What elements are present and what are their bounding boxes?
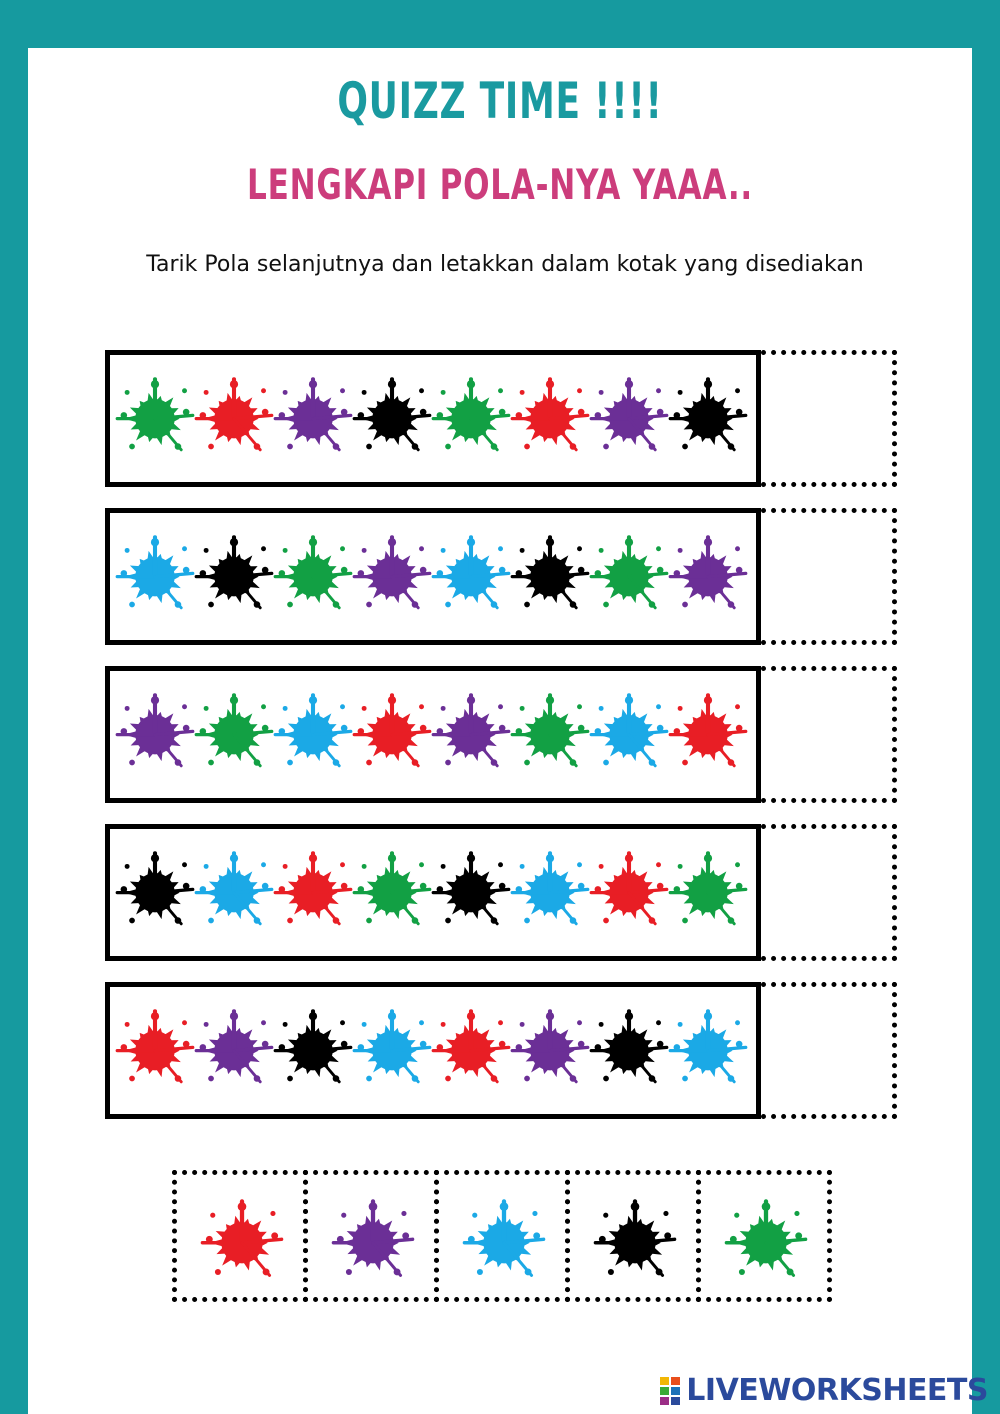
red-paint-splat-icon <box>193 376 275 458</box>
blue-paint-splat-icon <box>588 692 670 774</box>
black-paint-splat-icon <box>592 1198 678 1284</box>
purple-paint-splat-icon <box>272 376 354 458</box>
blue-paint-splat-icon <box>667 1008 749 1090</box>
purple-paint-splat-icon <box>588 376 670 458</box>
option-black-splat[interactable] <box>565 1170 701 1302</box>
green-paint-splat-icon <box>509 692 591 774</box>
black-paint-splat-icon <box>114 850 196 932</box>
page-subtitle: LENGKAPI POLA-NYA YAAA.. <box>247 160 753 209</box>
answer-drop-slot-3[interactable] <box>761 666 897 803</box>
blue-paint-splat-icon <box>114 534 196 616</box>
blue-paint-splat-icon <box>430 534 512 616</box>
green-paint-splat-icon <box>667 850 749 932</box>
purple-paint-splat-icon <box>351 534 433 616</box>
blue-paint-splat-icon <box>461 1198 547 1284</box>
purple-paint-splat-icon <box>430 692 512 774</box>
red-paint-splat-icon <box>272 850 354 932</box>
purple-paint-splat-icon <box>114 692 196 774</box>
green-paint-splat-icon <box>272 534 354 616</box>
green-paint-splat-icon <box>588 534 670 616</box>
pattern-row-2 <box>105 508 761 645</box>
answer-options <box>172 1170 832 1302</box>
brand-logo <box>660 1370 988 1410</box>
instruction-text: Tarik Pola selanjutnya dan letakkan dalam kotak yang disediakan <box>146 252 864 277</box>
brand-text: LIVEWORKSHEETS <box>686 1372 988 1408</box>
option-blue-splat[interactable] <box>434 1170 570 1302</box>
red-paint-splat-icon <box>351 692 433 774</box>
black-paint-splat-icon <box>667 376 749 458</box>
pattern-row-3 <box>105 666 761 803</box>
red-paint-splat-icon <box>114 1008 196 1090</box>
purple-paint-splat-icon <box>667 534 749 616</box>
blue-paint-splat-icon <box>193 850 275 932</box>
red-paint-splat-icon <box>199 1198 285 1284</box>
green-paint-splat-icon <box>193 692 275 774</box>
option-red-splat[interactable] <box>172 1170 308 1302</box>
black-paint-splat-icon <box>272 1008 354 1090</box>
answer-drop-slot-2[interactable] <box>761 508 897 645</box>
black-paint-splat-icon <box>351 376 433 458</box>
pattern-row-4 <box>105 824 761 961</box>
pattern-row-1 <box>105 350 761 487</box>
blue-paint-splat-icon <box>351 1008 433 1090</box>
green-paint-splat-icon <box>114 376 196 458</box>
page-title: QUIZZ TIME !!!! <box>337 72 663 130</box>
blue-paint-splat-icon <box>509 850 591 932</box>
pattern-row-5 <box>105 982 761 1119</box>
blue-paint-splat-icon <box>272 692 354 774</box>
purple-paint-splat-icon <box>330 1198 416 1284</box>
liveworksheets-logo-icon <box>660 1375 682 1405</box>
option-purple-splat[interactable] <box>303 1170 439 1302</box>
black-paint-splat-icon <box>193 534 275 616</box>
answer-drop-slot-1[interactable] <box>761 350 897 487</box>
black-paint-splat-icon <box>430 850 512 932</box>
red-paint-splat-icon <box>667 692 749 774</box>
red-paint-splat-icon <box>588 850 670 932</box>
answer-drop-slot-4[interactable] <box>761 824 897 961</box>
green-paint-splat-icon <box>430 376 512 458</box>
purple-paint-splat-icon <box>193 1008 275 1090</box>
option-green-splat[interactable] <box>696 1170 832 1302</box>
purple-paint-splat-icon <box>509 1008 591 1090</box>
green-paint-splat-icon <box>351 850 433 932</box>
black-paint-splat-icon <box>588 1008 670 1090</box>
green-paint-splat-icon <box>723 1198 809 1284</box>
answer-drop-slot-5[interactable] <box>761 982 897 1119</box>
red-paint-splat-icon <box>509 376 591 458</box>
red-paint-splat-icon <box>430 1008 512 1090</box>
black-paint-splat-icon <box>509 534 591 616</box>
